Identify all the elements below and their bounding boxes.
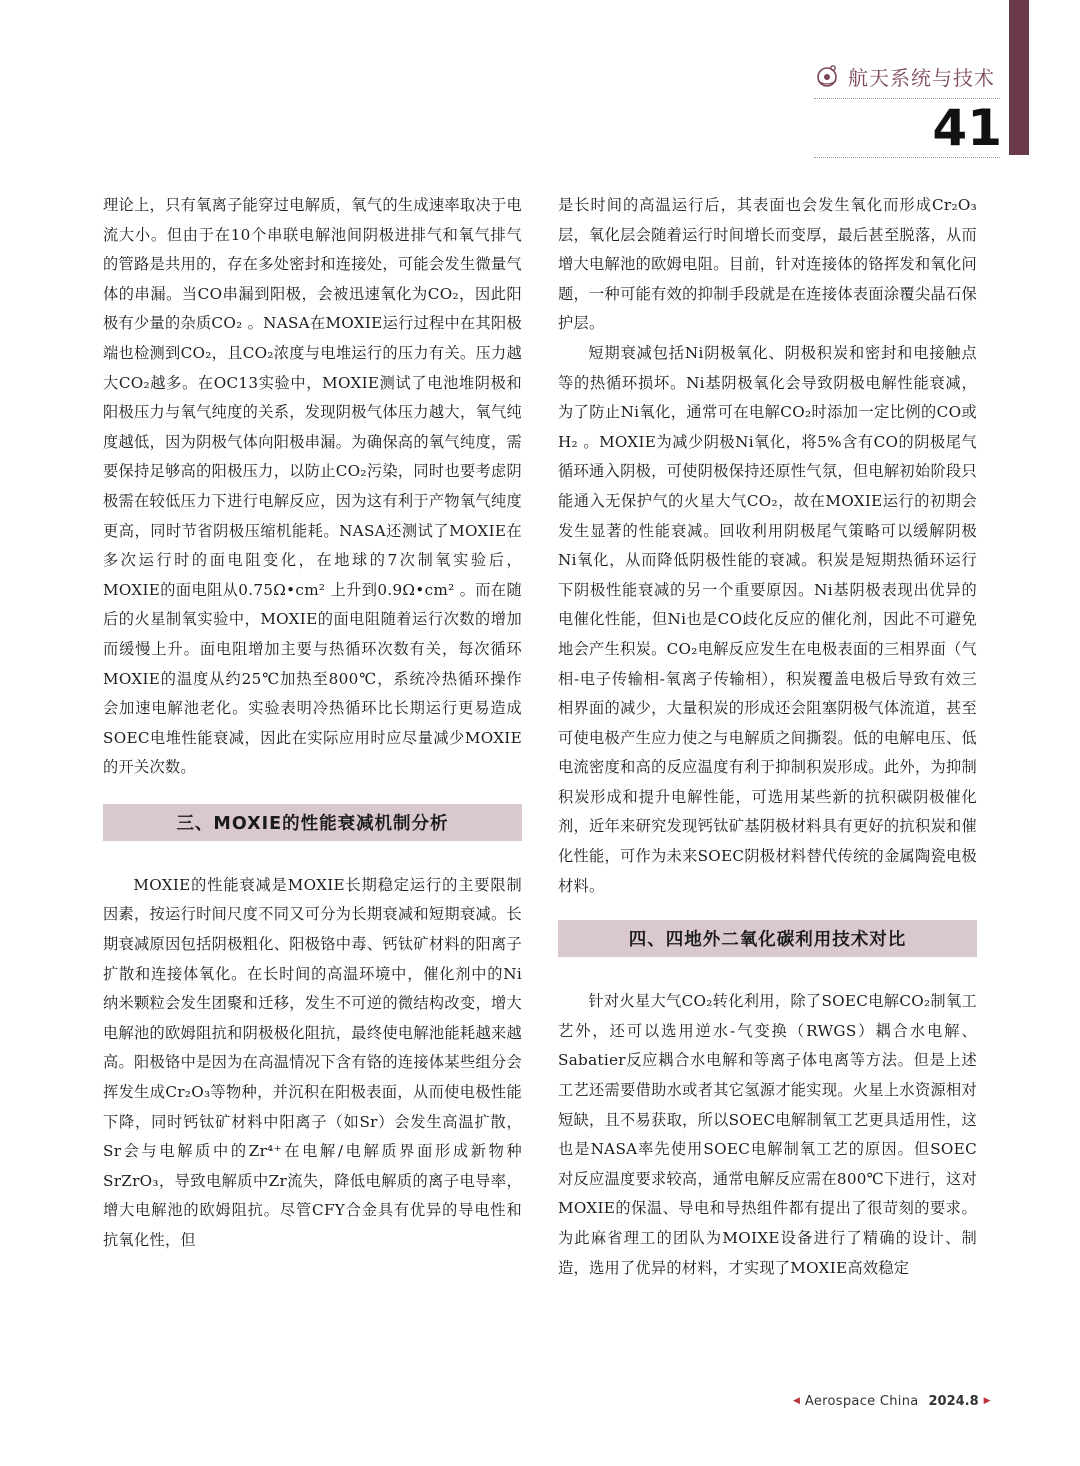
triangle-marker-icon: ▶ [983, 1396, 991, 1406]
body-paragraph: 理论上，只有氧离子能穿过电解质，氧气的生成速率取决于电流大小。但由于在10个串联电解池间阴极进排气和氧气排气的管路是共用的，存在多处密封和连接处，可能会发生微量气体的串漏。当CO串漏到阳极，会被迅速氧化为CO₂，因此阳极有少量的杂质CO₂ 。NASA在MOXIE运行过程中在其阳极端也检测到CO₂，且CO₂浓度与电堆运行的压力有关。压力越大CO₂越多。在OC13实验中，MOXIE测试了电池堆阴极和阳极压力与氧气纯度的关系，发现阴极气体压力越大，氧气纯度越低，因为阴极气体向阳极串漏。为确保高的氧气纯度，需要保持足够高的阳极压力，以防止CO₂污染，同时也要考虑阴极需在较低压力下进行电解反应，因为这有利于产物氧气纯度更高，同时节省阴极压缩机能耗。NASA还测试了MOXIE在多次运行时的面电阻变化，在地球的7次制氧实验后，MOXIE的面电阻从0.75Ω•cm² 上升到0.9Ω•cm² 。而在随后的火星制氧实验中，MOXIE的面电阻随着运行次数的增加而缓慢上升。面电阻增加主要与热循环次数有关，每次循环MOXIE的温度从约25℃加热至800℃，系统冷热循环操作会加速电解池老化。实验表明冷热循环比长期运行更易造成SOEC电堆性能衰减，因此在实际应用时应尽量减少MOXIE的开关次数。 [103, 196, 522, 777]
right-column [558, 191, 977, 1295]
page-number: 41 [932, 99, 1002, 157]
body-paragraph: 是长时间的高温运行后，其表面也会发生氧化而形成Cr₂O₃层，氧化层会随着运行时间增长而变厚，最后甚至脱落，从而增大电解池的欧姆电阻。目前，针对连接体的铬挥发和氧化问题，一种可能有效的抑制手段就是在连接体表面涂覆尖晶石保护层。 [558, 196, 977, 333]
section-header [814, 58, 1004, 94]
header-divider-lower [814, 157, 1000, 158]
page-footer [788, 1391, 1008, 1411]
decorative-side-bar [1009, 0, 1029, 155]
section-heading-text: 三、MOXIE的性能衰减机制分析 [176, 813, 449, 834]
body-paragraph: 针对火星大气CO₂转化利用，除了SOEC电解CO₂制氧工艺外，还可以选用逆水-气变换（RWGS）耦合水电解、Sabatier反应耦合水电解和等离子体电离等方法。但是上述工艺还需要借助水或者其它氢源才能实现。火星上水资源相对短缺，且不易获取，所以SOEC电解制氧工艺更具适用性，这也是NASA率先使用SOEC电解制氧工艺的原因。但SOEC对反应温度要求较高，通常电解反应需在800℃下进行，这对MOXIE的保温、导电和导热组件都有提出了很苛刻的要求。为此麻省理工的团队为MOIXE设备进行了精确的设计、制造，选用了优异的材料，才实现了MOXIE高效稳定 [558, 992, 977, 1277]
body-paragraph: 短期衰减包括Ni阴极氧化、阴极积炭和密封和电接触点等的热循环损坏。Ni基阴极氧化会导致阴极电解性能衰减，为了防止Ni氧化，通常可在电解CO₂时添加一定比例的CO或H₂ 。MOXIE为减少阴极Ni氧化，将5%含有CO的阴极尾气循环通入阴极，可使阴极保持还原性气氛，但电解初始阶段只能通入无保护气的火星大气CO₂，故在MOXIE运行的初期会发生显著的性能衰减。回收利用阴极尾气策略可以缓解阴极Ni氧化，从而降低阴极性能的衰减。积炭是短期热循环运行下阴极性能衰减的另一个重要原因。Ni基阴极表现出优异的电催化性能，但Ni也是CO歧化反应的催化剂，因此不可避免地会产生积炭。CO₂电解反应发生在电极表面的三相界面（气相-电子传输相-氧离子传输相），积炭覆盖电极后导致有效三相界面的减少，大量积炭的形成还会阻塞阴极气体流道，甚至可使电极产生应力使之与电解质之间撕裂。低的电解电压、低电流密度和高的反应温度有利于抑制积炭形成。此外，为抑制积炭形成和提升电解性能，可选用某些新的抗积碳阴极催化剂，近年来研究发现钙钛矿基阴极材料具有更好的抗积炭和催化性能，可作为未来SOEC阴极材料替代传统的金属陶瓷电极材料。 [558, 343, 977, 895]
section-title: 航天系统与技术 [848, 65, 995, 90]
triangle-marker-icon: ◀ [793, 1396, 800, 1406]
section-heading [558, 920, 977, 957]
section-heading-text: 四、四地外二氧化碳利用技术对比 [628, 930, 907, 951]
body-paragraph: MOXIE的性能衰减是MOXIE长期稳定运行的主要限制因素，按运行时间尺度不同又可分为长期衰减和短期衰减。长期衰减原因包括阴极粗化、阳极铬中毒、钙钛矿材料的阳离子扩散和连接体氧化。在长时间的高温环境中，催化剂中的Ni纳米颗粒会发生团聚和迁移，发生不可逆的微结构改变，增大电解池的欧姆阻抗和阴极极化阻抗，最终使电解池能耗越来越高。阳极铬中是因为在高温情况下含有铬的连接体某些组分会挥发生成Cr₂O₃等物种，并沉积在阳极表面，从而使电极性能下降，同时钙钛矿材料中阳离子（如Sr）会发生高温扩散，Sr会与电解质中的Zr⁴⁺在电解/电解质界面形成新物种SrZrO₃，导致电解质中Zr流失，降低电解质的离子电导率，增大电解池的欧姆阻抗。尽管CFY合金具有优异的导电性和抗氧化性，但 [103, 875, 522, 1249]
planet-icon [814, 63, 840, 89]
issue-number: 2024.8 [928, 1393, 979, 1409]
section-heading [103, 804, 522, 841]
journal-name: Aerospace China [804, 1393, 919, 1409]
left-column [103, 191, 522, 1268]
